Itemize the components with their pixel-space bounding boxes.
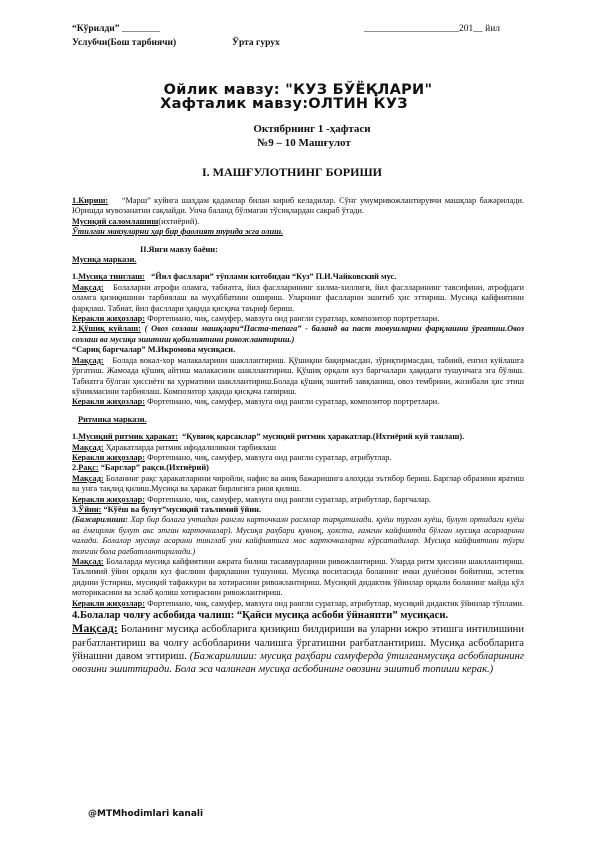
rhythm-center-label: Ритмика маркази. (78, 414, 147, 424)
new-topic-label: II.Янги мавзу баёни: (140, 244, 218, 254)
instruments-block (72, 609, 524, 676)
singing-tools: Керакли жиҳозлар: Фортепиано, чиқ, самуфер, мавзуга оид рангли суратлар, композитор портретлари. (72, 397, 440, 407)
singing-goal: Мақсад: Болада вокал-хор малакаларини шакллантириш. Қўшиқни бақирмасдан, зўриқтирмасдан, табиий, енгил куйлашга ўргатиш. Жамоада қўшиқ айтиш малакасини шакллантириш. Қўшиқ орқали куз баргчалари ҳақидаги тушунчага эга бўлиш. Табиатга бўлган ҳиссиётн ва ҳурматини шакллантириш.Болада қўшиқ эшитиб завқланиш, овоз тембрини, жозибали ҳис этиш кўникмасини тарбиялаш. Композитор ҳақида қисқача гапириш. (72, 355, 524, 396)
activities-line: Ўтилган мавзуларни ҳар бир фаолият турида эсга олиш. (72, 227, 284, 237)
channel-watermark: @MTMhodimlari kanali (88, 809, 204, 819)
rhythm-heading: 1.Мусиқий ритмик ҳаракат: “Қувноқ қарсаклар” мусиқий ритмик ҳаракатлар.(Ихтиёрий куй танлаш). (72, 432, 465, 442)
instruments-goal: Мақсад: Боланинг мусиқа асбобларига қизиқиш билдириши ва уларни ижро этишга интилишини рағбатлантириш ва чолғу асбобларини чалишга ўргатишни рағбатлантириш. Мусиқа асбобларига ўйнашни давом эттириш. (Бажарилиши: мусиқа раҳбари самуферда ўтилганмусиқа асбобларининг овозини эшиттиради. Бола эса чалинган мусиқа асбобининг овозини эшитиб топиши керак.) (72, 621, 524, 676)
rhythm-tools: Керакли жиҳозлар: Фортепиано, чиқ, самуфер, мавзуга оид рангли суратлар, атрибутлар. (72, 452, 392, 462)
listening-tools: Керакли жиҳозлар: Фортепиано, чиқ, самуфер, мавзуга оид рангли суратлар, композитор портретлари. (72, 314, 440, 324)
game-tools: Керакли жиҳозлар: Фортепиано, чиқ, самуфер, мавзуга оид рангли суратлар, атрибутлар, мусиқий дидактик ўйинлар тўплами. (72, 598, 525, 608)
monthly-theme: Ойлик мавзу: "КУЗ БЎЁҚЛАРИ" (163, 82, 433, 98)
section-heading: I. МАШҒУЛОТНИНГ БОРИШИ (202, 165, 382, 179)
listening-goal: Мақсад: Болаларни атрофи оламга, табиатга, йил фаслларининг хилма-хиллиги, йил фаслларининг тавсифини, атрофдаги оламга қизиқишини тарбиялаш ва муҳаббатини ошириш. Уларнинг фаслларни эшитиб ҳис эттириш. Мусиқа кайфиятини фарқлаш. Табиат, йил фасллари ҳақида қисқача таъриф бериш. (72, 282, 524, 313)
weekly-theme: Хафталик мавзу:ОЛТИН КУЗ (160, 96, 408, 112)
game-goal: Мақсад: Болаларда мусиқа кайфиятини ажрата билиш тасаввурларини ривожлантириш. Уларда ритм ҳиссини шакллантириш. Таълимий ўйин орқали куз фаслини фарқлашни тушуниш. Мусиқа воситасида боланинг ички дунёсини бойитиш, эстетик дидини ўстириш, мусиқий тафаккури ва хотирасини ривожлантириш. Мусиқий дидактик ўйинлар орқали боланинг майда қўл моторикасини ва эслаб қолиш хотирасини ривожлантириш. (72, 557, 524, 598)
group-label: Ўрта гурух (232, 38, 280, 48)
game-rules: (Бажарилиши: Хар бир болага учтадан рангли карточкалн расмлар тарқатилади. қуёш турган куёш, булут ортидаги куёш ва ёмғирлик булут акс этган карточкалар). Мусиқа раҳбари қувноқ, ҳохста, ғамгин кайфиятда бўлган мусиқа асарларини чалади. Болалар мусиқа асарини тинглаб уни кайфиятига мос карточкаларни кўрсатадилар. Мусиқа кайфиятини тўғри топган бола рағбатлантирилади.) (72, 515, 524, 556)
singing-heading: 2.Қўшиқ куйлаш: ( Овоз созлаш машқлари“Паста-тепага” - баланд ва паст товушларни фарқлашни ўргатиш.Овоз созлаш ва мусиқа эшитиш қобилиятини ривожлантириш.) (72, 324, 525, 344)
dance-tools: Керакли жиҳозлар: Фортепиано, чиқ, самуфер, мавзуга оид рангли суратлар, атрибутлар, баргчалар. (72, 494, 431, 504)
year-field: ____________________201__ йил (364, 24, 501, 34)
lesson-body (72, 196, 524, 677)
listening-heading: 1.Мусиқа тинглаш: “Йил фасллари” тўплами китобидан “Куз” П.И.Чайковский мус. (72, 272, 397, 282)
teacher-label: Услубчи(Бош тарбиячи) (72, 38, 177, 48)
dance-heading: 2.Рақс: “Барглар” рақси.(Ихтиёрий) (72, 463, 209, 473)
approved-label: “Кўрилди” ________ (72, 24, 160, 34)
music-center-label: Мусиқа маркази. (72, 255, 137, 265)
week-title: Октябрнинг 1 -ҳафтаси (253, 123, 371, 135)
rhythm-goal: Мақсад: Ҳаракатларда ритмик ифодалиликни тарбиялаш (72, 442, 276, 452)
song-title: “Сариқ баргчалар” М.Икромова мусиқаси. (72, 345, 236, 355)
game-heading: 3.Ўйин: “Кўёш ва булут”мусиқий таълимий ўйин. (72, 504, 261, 514)
instruments-heading: 4.Болалар чолғу асбобида чалиш: “Қайси мусиқа асбоби ўйнаяпти” мусиқаси. (72, 610, 449, 622)
greeting-line: Мусиқий саломлашиш(ихтиёрий). (72, 216, 200, 226)
session-number: №9 – 10 Машғулот (257, 137, 351, 149)
intro-paragraph: 1.Кириш: “Марш” куйига шаҳдам қадамлар билан кириб келадилар. Сўнг умумривожлантирувчи машқлар бажарилади. Юришда мувозанатни сақлайди. Унча баланд бўлмаган тўсиқлардан сакраб ўтади. (72, 196, 524, 216)
dance-goal: Мақсад: Боланинг рақс ҳаракатларини чиройли, нафис ва аниқ бажаришига алоҳида эътибор бериш. Барглар образини яратиш ва унга тақлид қилиш.Мусиқа ва ҳаракат бирлигига риоя қилиш. (72, 473, 524, 494)
